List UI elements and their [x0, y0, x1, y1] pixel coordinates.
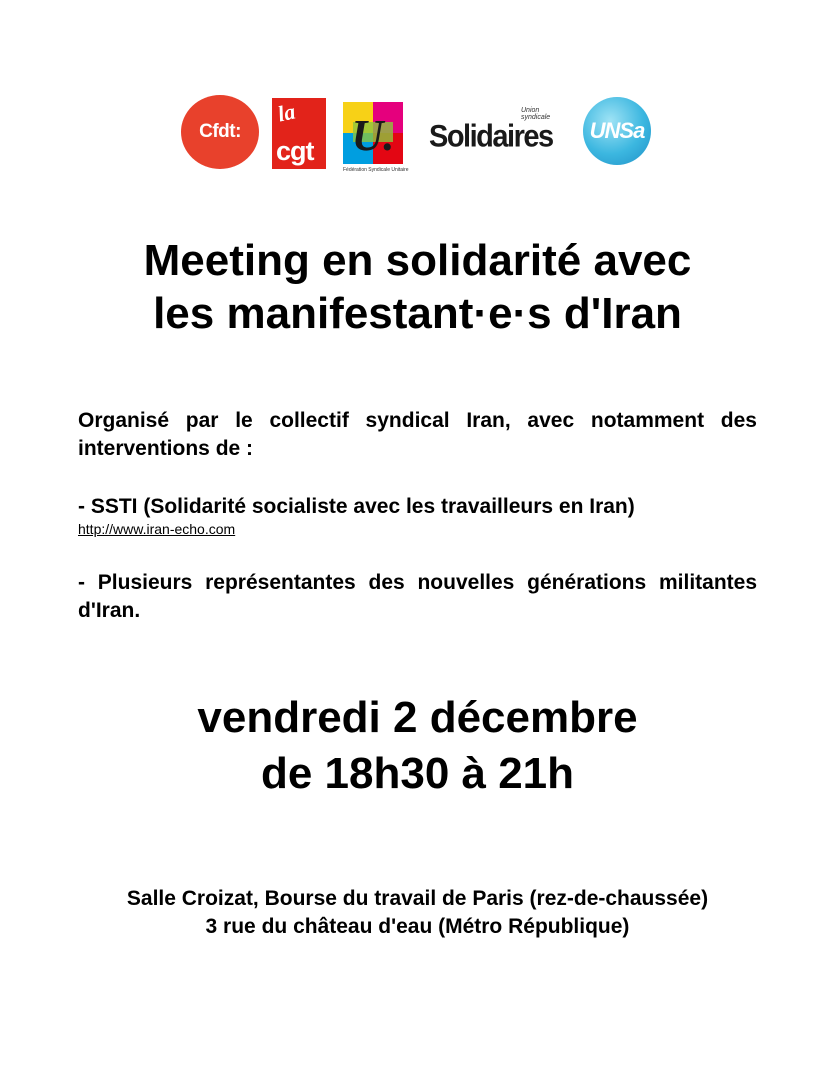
cgt-logo-la: la	[275, 98, 298, 127]
speaker-ssti: - SSTI (Solidarité socialiste avec les travailleurs en Iran)	[78, 495, 635, 518]
event-day: vendredi 2 décembre	[197, 693, 638, 742]
speaker-representatives: - Plusieurs représentantes des nouvelles générations militantes d'Iran.	[78, 571, 757, 622]
cgt-logo	[272, 98, 326, 169]
address-line-1: Salle Croizat, Bourse du travail de Paris (rez-de-chaussée)	[126, 887, 709, 910]
iran-echo-link[interactable]: http://www.iran-echo.com	[78, 521, 236, 537]
address-line-2: 3 rue du château d'eau (Métro République)	[205, 915, 630, 938]
page-title	[0, 234, 835, 340]
union-logos	[0, 95, 835, 175]
cfdt-logo-text: Cfdt:	[199, 121, 241, 142]
title-line-2: les manifestant·e·s d'Iran	[153, 289, 682, 338]
event-time: de 18h30 à 21h	[260, 749, 575, 798]
cfdt-logo	[181, 95, 259, 169]
unsa-logo	[583, 97, 651, 165]
fsu-logo-graphic	[343, 102, 403, 164]
fsu-logo-caption: Fédération Syndicale Unitaire	[343, 167, 409, 173]
solidaires-logo-tag: Union syndicale	[521, 107, 551, 121]
solidaires-logo	[427, 107, 557, 153]
unsa-logo-text: UNSa	[589, 118, 645, 143]
solidaires-logo-text: Solidaires	[429, 119, 553, 155]
event-address	[0, 885, 835, 941]
fsu-logo-letter: U.	[351, 111, 395, 160]
fsu-logo	[343, 102, 409, 173]
event-date	[0, 690, 835, 802]
title-line-1: Meeting en solidarité avec	[143, 236, 692, 285]
cgt-logo-text: cgt	[276, 136, 314, 166]
intro-text: Organisé par le collectif syndical Iran, avec notamment des interventions de :	[78, 409, 757, 460]
